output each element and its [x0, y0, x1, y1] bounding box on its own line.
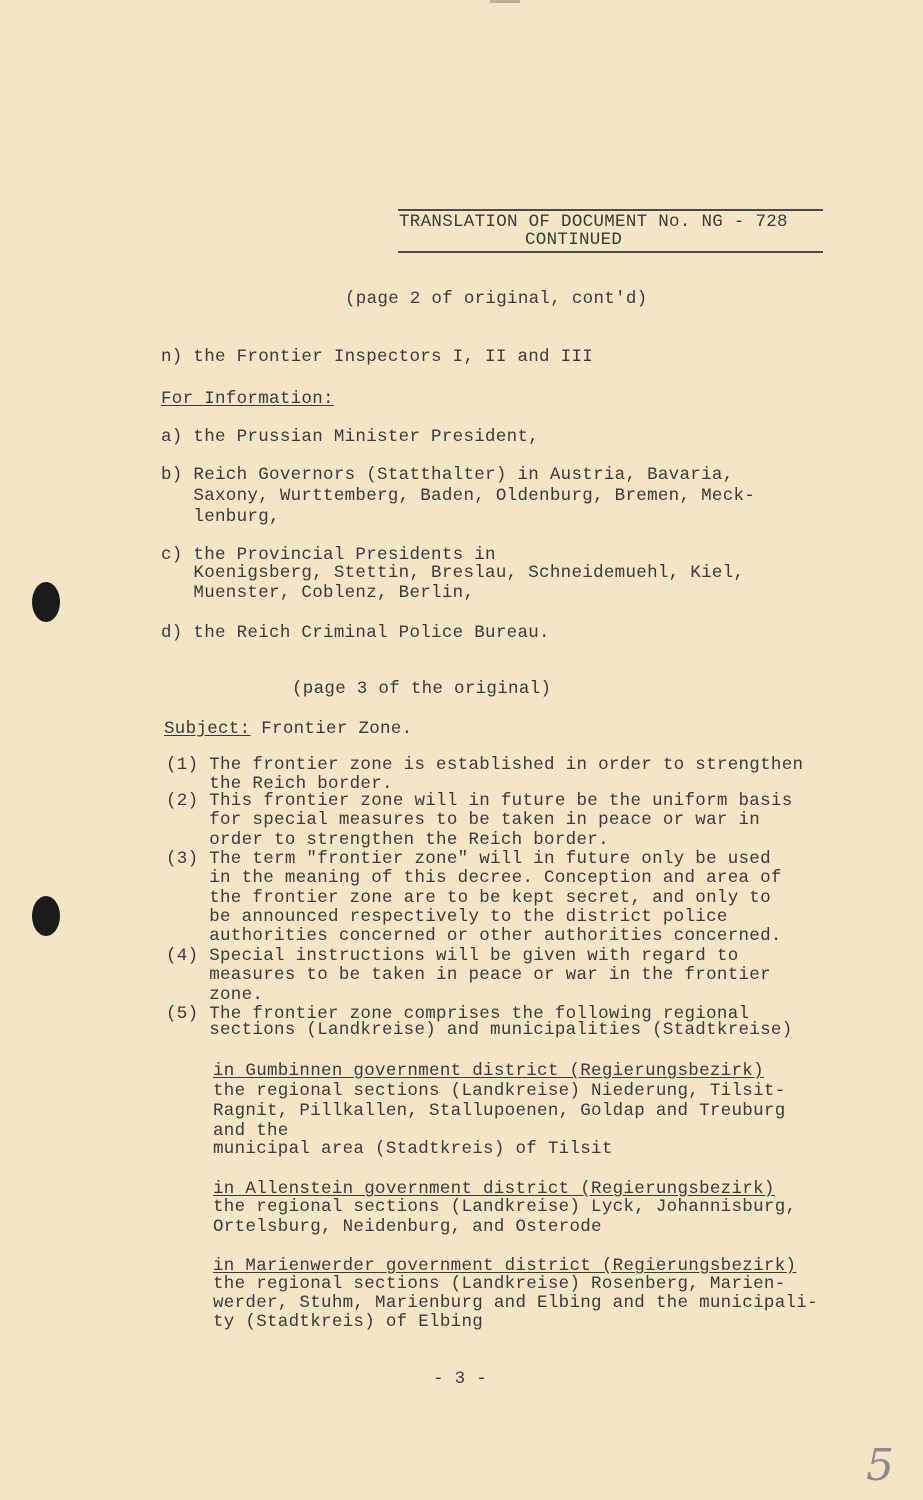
- for-information-heading: For Information:: [161, 389, 334, 409]
- district-gumbinnen-heading: in Gumbinnen government district (Regierungsbezirk): [213, 1061, 764, 1081]
- district-marienwerder-heading: in Marienwerder government district (Regierungsbezirk): [213, 1256, 797, 1276]
- district-allenstein-line-1: the regional sections (Landkreise) Lyck, Johannisburg,: [213, 1197, 797, 1217]
- header-rule-top: [398, 209, 823, 211]
- info-item-a: a) the Prussian Minister President,: [161, 427, 540, 447]
- page-2-note: (page 2 of original, cont'd): [345, 289, 648, 309]
- top-edge-mark: [490, 0, 520, 3]
- info-item-b-line-1: b) Reich Governors (Statthalter) in Austria, Bavaria,: [161, 465, 734, 485]
- page-number: - 3 -: [433, 1369, 488, 1389]
- district-allenstein-line-2: Ortelsburg, Neidenburg, and Osterode: [213, 1217, 602, 1237]
- para-1-line-2: the Reich border.: [166, 774, 393, 794]
- district-gumbinnen-line-1: the regional sections (Landkreise) Niederung, Tilsit-: [213, 1081, 786, 1101]
- para-3-line-3: the frontier zone are to be kept secret, and only to: [166, 888, 771, 908]
- district-marienwerder-line-3: ty (Stadtkreis) of Elbing: [213, 1312, 484, 1332]
- para-4-line-2: measures to be taken in peace or war in the frontier: [166, 965, 771, 985]
- subject-text: Frontier Zone.: [250, 719, 413, 739]
- punch-hole-top: [32, 582, 60, 622]
- para-2-line-1: (2) This frontier zone will in future be the uniform basis: [166, 791, 793, 811]
- info-item-c-line-2: Koenigsberg, Stettin, Breslau, Schneidemuehl, Kiel,: [161, 563, 745, 583]
- district-marienwerder-line-2: werder, Stuhm, Marienburg and Elbing and the municipali-: [213, 1293, 818, 1313]
- item-n: n) the Frontier Inspectors I, II and III: [161, 347, 594, 367]
- district-gumbinnen-line-2: Ragnit, Pillkallen, Stallupoenen, Goldap and Treuburg: [213, 1101, 786, 1121]
- para-4-line-3: zone.: [166, 985, 264, 1005]
- para-1-line-1: (1) The frontier zone is established in order to strengthen: [166, 755, 804, 775]
- para-3-line-2: in the meaning of this decree. Conception and area of: [166, 868, 782, 888]
- para-3-line-5: authorities concerned or other authorities concerned.: [166, 926, 782, 946]
- para-3-line-4: be announced respectively to the district police: [166, 907, 728, 927]
- district-gumbinnen-line-3: and the: [213, 1121, 289, 1141]
- para-3-line-1: (3) The term "frontier zone" will in future only be used: [166, 849, 771, 869]
- district-allenstein-heading: in Allenstein government district (Regierungsbezirk): [213, 1179, 775, 1199]
- para-2-line-2: for special measures to be taken in peace or war in: [166, 810, 761, 830]
- document-continued: CONTINUED: [525, 230, 623, 250]
- para-5-line-1: (5) The frontier zone comprises the following regional: [166, 1004, 750, 1024]
- info-item-c-line-1: c) the Provincial Presidents in: [161, 545, 496, 565]
- handwritten-page-number: 5: [866, 1440, 894, 1491]
- punch-hole-bottom: [32, 896, 60, 936]
- info-item-b-line-3: lenburg,: [161, 507, 280, 527]
- info-item-d: d) the Reich Criminal Police Bureau.: [161, 623, 550, 643]
- document-title: TRANSLATION OF DOCUMENT No. NG - 728: [399, 212, 788, 232]
- info-item-c-line-3: Muenster, Coblenz, Berlin,: [161, 583, 475, 603]
- district-gumbinnen-line-4: municipal area (Stadtkreis) of Tilsit: [213, 1139, 613, 1159]
- para-4-line-1: (4) Special instructions will be given with regard to: [166, 946, 739, 966]
- header-rule-bottom: [398, 251, 823, 253]
- subject-line: [164, 720, 412, 740]
- subject-label: Subject:: [164, 719, 251, 739]
- info-item-b-line-2: Saxony, Wurttemberg, Baden, Oldenburg, Bremen, Meck-: [161, 486, 756, 506]
- page-3-note: (page 3 of the original): [292, 679, 552, 699]
- para-2-line-3: order to strengthen the Reich border.: [166, 830, 609, 850]
- para-5-line-2: sections (Landkreise) and municipalities (Stadtkreise): [166, 1020, 793, 1040]
- district-marienwerder-line-1: the regional sections (Landkreise) Rosenberg, Marien-: [213, 1274, 786, 1294]
